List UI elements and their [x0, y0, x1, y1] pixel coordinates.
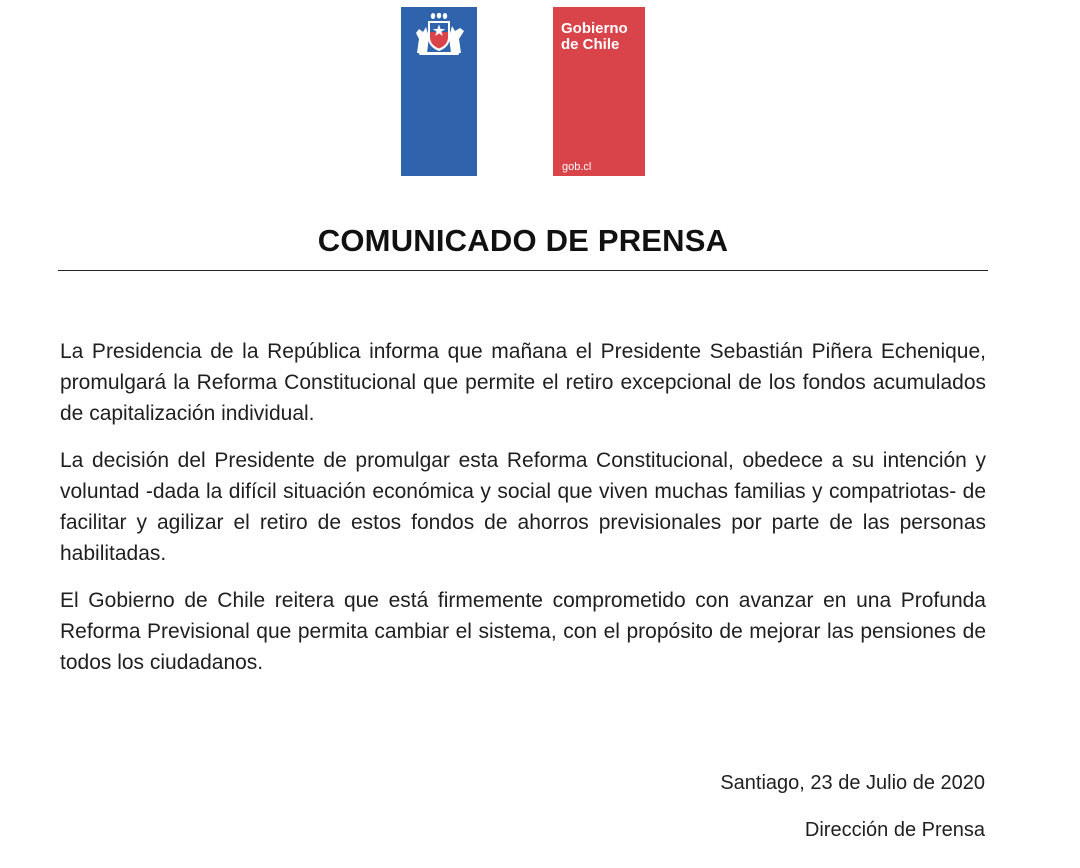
press-release-body: [60, 336, 986, 694]
page-title: COMUNICADO DE PRENSA: [317, 223, 729, 258]
place-date: Santiago, 23 de Julio de 2020: [720, 772, 985, 794]
coat-of-arms-logo: [401, 7, 477, 176]
brand-text: Gobierno de Chile: [561, 20, 628, 53]
gobierno-de-chile-logo: [553, 7, 645, 176]
brand-url: gob.cl: [562, 161, 592, 173]
paragraph-3: El Gobierno de Chile reitera que está firmemente comprometido con avanzar en una Profunda Reforma Previsional que permita cambiar el sistema, con el propósito de mejorar las pensiones de todos los ciudadanos.: [60, 589, 986, 674]
chile-coat-of-arms-icon: [411, 13, 467, 57]
paragraph-2: La decisión del Presidente de promulgar esta Reforma Constitucional, obedece a su intención y voluntad -dada la difícil situación económica y social que viven muchas familias y compatriotas- de facilitar y agilizar el retiro de estos fondos de ahorros previsionales por parte de las personas habilitadas.: [60, 449, 986, 565]
title-divider: [58, 270, 988, 271]
signature: Dirección de Prensa: [804, 819, 985, 841]
paragraph-1: La Presidencia de la República informa que mañana el Presidente Sebastián Piñera Echenique, promulgará la Reforma Constitucional que permite el retiro excepcional de los fondos acumulados de capitalización individual.: [60, 340, 986, 425]
